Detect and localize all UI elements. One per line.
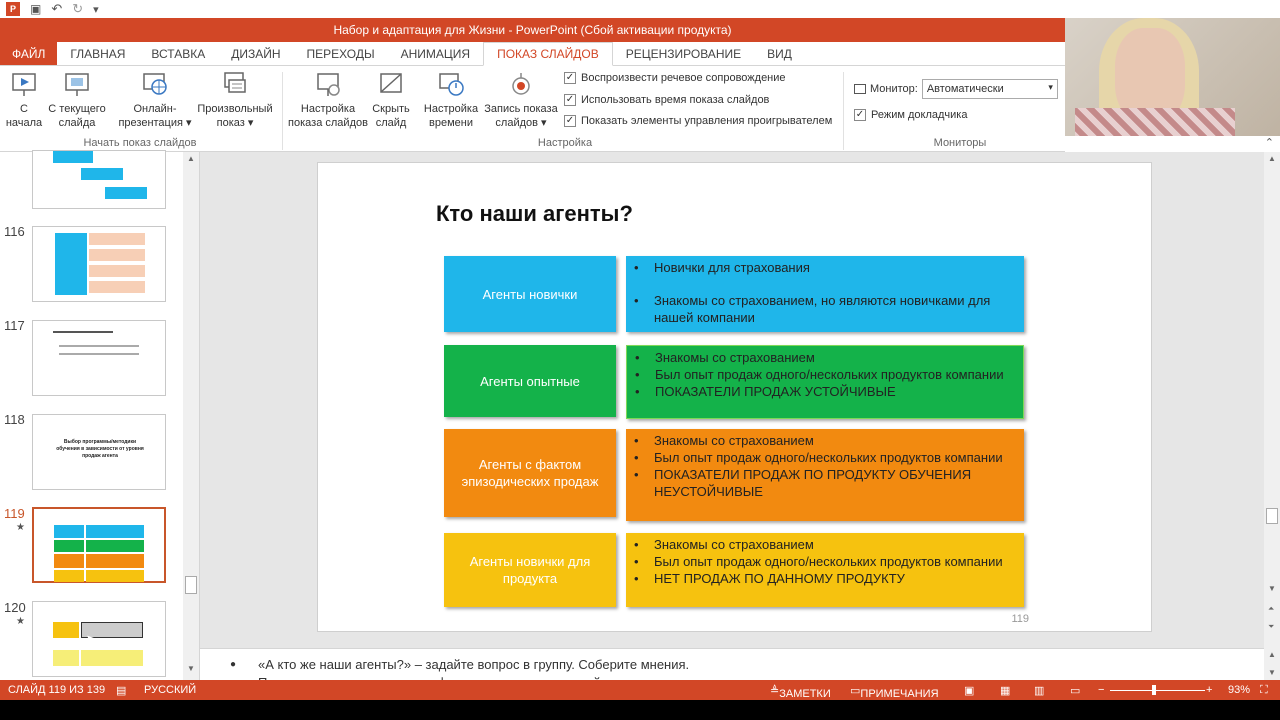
rehearse-timings-button[interactable]: Настройка времени xyxy=(420,70,482,130)
zoom-out-icon[interactable]: − xyxy=(1098,684,1105,696)
scroll-thumb[interactable] xyxy=(185,576,197,594)
agent-label-box[interactable]: Агенты новички xyxy=(444,256,616,332)
bullet-item: • НЕТ ПРОДАЖ ПО ДАННОМУ ПРОДУКТУ xyxy=(654,570,1018,587)
agent-label-box[interactable]: Агенты опытные xyxy=(444,345,616,417)
bullet-icon: ● xyxy=(230,659,237,670)
tab-file[interactable]: ФАЙЛ xyxy=(0,42,57,65)
undo-icon[interactable]: ↶ xyxy=(51,1,63,16)
slide-number: 118 xyxy=(4,412,25,427)
window-title: Набор и адаптация для Жизни - PowerPoint (Сбой активации продукта) xyxy=(333,23,732,37)
agent-label-box[interactable]: Агенты новички для продукта xyxy=(444,533,616,607)
editor-scrollbar[interactable] xyxy=(1264,152,1280,648)
bullet-item: • Знакомы со страхованием xyxy=(654,432,1018,449)
slide-number-footer: 119 xyxy=(1011,613,1029,625)
webcam-overlay xyxy=(1065,18,1280,136)
hide-slide-icon xyxy=(377,70,405,98)
bullet-item: • Был опыт продаж одного/нескольких продуктов компании xyxy=(654,553,1018,570)
custom-show-icon xyxy=(221,70,249,98)
tab-slide-show[interactable]: ПОКАЗ СЛАЙДОВ xyxy=(483,42,613,66)
collapse-ribbon-icon[interactable]: ⌃ xyxy=(1264,137,1274,149)
slide-number: 116 xyxy=(4,224,25,239)
group-label-start: Начать показ слайдов xyxy=(83,137,197,149)
ribbon-tail xyxy=(1065,136,1280,152)
ribbon-tabs xyxy=(0,42,1065,66)
monitor-icon xyxy=(854,84,866,94)
quick-access-toolbar xyxy=(6,0,99,18)
custom-show-button[interactable]: Произвольный показ ▾ xyxy=(194,70,276,130)
customize-qat-icon[interactable]: ▾ xyxy=(93,3,99,16)
zoom-slider[interactable] xyxy=(1110,690,1205,691)
scroll-up-icon[interactable]: ▲ xyxy=(187,154,195,163)
slideshow-view-icon[interactable]: ▭ xyxy=(1070,685,1081,697)
notes-line: «А кто же наши агенты?» – задайте вопрос в группу. Соберите мнения. xyxy=(258,657,690,672)
normal-view-icon[interactable]: ▣ xyxy=(964,685,975,697)
agent-label-box[interactable]: Агенты с фактом эпизодических продаж xyxy=(444,429,616,517)
zoom-slider-handle[interactable] xyxy=(1152,685,1156,695)
notes-pane[interactable] xyxy=(200,648,1264,680)
setup-slideshow-button[interactable]: Настройка показа слайдов xyxy=(286,70,370,130)
animation-star-icon: ★ xyxy=(16,522,25,533)
tab-design[interactable]: ДИЗАЙН xyxy=(231,46,281,61)
slide-thumbnail[interactable]: Выбор программы/методики обучения в зависимости от уровня продаж агента xyxy=(32,414,166,490)
record-slideshow-button[interactable]: Запись показа слайдов ▾ xyxy=(482,70,560,130)
agent-description-box[interactable] xyxy=(626,533,1024,607)
zoom-in-icon[interactable]: + xyxy=(1206,684,1213,696)
scroll-down-icon[interactable]: ▼ xyxy=(187,664,195,673)
next-slide-icon[interactable]: ⏷ xyxy=(1268,622,1275,631)
screen-bottom-border xyxy=(0,700,1280,720)
from-current-slide-button[interactable]: С текущего слайда xyxy=(44,70,110,130)
bullet-item: • ПОКАЗАТЕЛИ ПРОДАЖ УСТОЙЧИВЫЕ xyxy=(655,383,1017,400)
slide-thumbnail[interactable] xyxy=(32,320,166,396)
bullet-item: • ПОКАЗАТЕЛИ ПРОДАЖ ПО ПРОДУКТУ ОБУЧЕНИЯ НЕУСТОЙЧИВЫЕ xyxy=(654,466,1018,500)
notes-toggle[interactable]: ≜ ЗАМЕТКИ xyxy=(770,685,831,700)
thumbnail-scrollbar[interactable] xyxy=(183,152,199,680)
bullet-item: • Знакомы со страхованием, но являются новичками для нашей компании xyxy=(654,292,1018,326)
tab-review[interactable]: РЕЦЕНЗИРОВАНИЕ xyxy=(625,46,742,61)
group-label-setup: Настройка xyxy=(537,137,593,149)
bullet-item: • Новички для страхования xyxy=(654,259,1018,276)
scroll-thumb[interactable] xyxy=(1266,508,1278,524)
show-media-controls-checkbox[interactable]: ✓ Показать элементы управления проигрывателем xyxy=(565,115,833,127)
present-online-button[interactable]: Онлайн- презентация ▾ xyxy=(116,70,194,130)
slide-thumbnail[interactable] xyxy=(32,150,166,209)
slide-title[interactable]: Кто наши агенты? xyxy=(436,201,633,226)
slide-number: 117 xyxy=(4,318,25,333)
group-separator xyxy=(282,72,283,150)
prev-slide-icon[interactable]: ⏶ xyxy=(1268,604,1275,613)
ribbon xyxy=(0,66,1065,152)
scroll-down-icon[interactable]: ▼ xyxy=(1268,668,1276,677)
agent-description-box[interactable] xyxy=(626,429,1024,521)
setup-show-icon xyxy=(314,70,342,98)
bullet-item: • Знакомы со страхованием xyxy=(654,536,1018,553)
reading-view-icon[interactable]: ▥ xyxy=(1034,685,1045,697)
scroll-up-icon[interactable]: ▲ xyxy=(1268,650,1276,659)
slide-thumbnail[interactable] xyxy=(32,226,166,302)
redo-icon[interactable]: ↻ xyxy=(72,1,84,16)
slide-counter: СЛАЙД 119 ИЗ 139 xyxy=(8,684,106,696)
agent-description-box[interactable] xyxy=(626,345,1024,419)
chevron-down-icon: ▾ xyxy=(1048,82,1053,92)
fit-to-window-icon[interactable]: ⛶ xyxy=(1260,684,1268,696)
slideshow-current-icon xyxy=(63,70,91,98)
group-separator xyxy=(843,72,844,150)
slide-sorter-icon[interactable]: ▦ xyxy=(1000,685,1011,697)
tab-insert[interactable]: ВСТАВКА xyxy=(151,46,206,61)
use-timings-checkbox[interactable]: ✓ Использовать время показа слайдов xyxy=(565,94,770,106)
notes-scrollbar[interactable] xyxy=(1264,648,1280,680)
slide-number: 120 xyxy=(4,600,26,615)
presenter-view-checkbox[interactable]: ✓ Режим докладчика xyxy=(855,109,968,121)
top-strip-right xyxy=(1065,0,1280,18)
monitor-row: Монитор: Автоматически ▾ xyxy=(854,79,1058,99)
slide-number: 119 xyxy=(4,506,25,521)
slide-thumbnail[interactable] xyxy=(32,601,166,677)
monitor-select[interactable]: Автоматически ▾ xyxy=(922,79,1058,99)
comments-toggle[interactable]: ▭ ПРИМЕЧАНИЯ xyxy=(850,685,939,700)
save-icon[interactable]: ▣ xyxy=(30,2,42,16)
bullet-item: • Был опыт продаж одного/нескольких продуктов компании xyxy=(654,449,1018,466)
from-beginning-button[interactable]: С начала xyxy=(4,70,44,130)
tab-animations[interactable]: АНИМАЦИЯ xyxy=(400,46,471,61)
slide-canvas[interactable] xyxy=(317,162,1152,632)
scroll-up-icon[interactable]: ▲ xyxy=(1268,154,1276,163)
globe-icon xyxy=(141,70,169,98)
status-bar xyxy=(0,680,1280,700)
zoom-level[interactable]: 93% xyxy=(1228,684,1251,696)
tab-transitions[interactable]: ПЕРЕХОДЫ xyxy=(306,46,375,61)
agent-description-box[interactable] xyxy=(626,256,1024,332)
title-bar xyxy=(0,18,1065,42)
timer-icon xyxy=(437,70,465,98)
slide-thumbnail-selected[interactable] xyxy=(32,507,166,583)
scroll-down-icon[interactable]: ▼ xyxy=(1268,584,1276,593)
group-label-monitors: Мониторы xyxy=(933,137,987,149)
record-icon xyxy=(507,70,535,98)
spellcheck-icon[interactable]: ▤ xyxy=(116,685,127,697)
animation-star-icon: ★ xyxy=(16,616,25,627)
play-narrations-checkbox[interactable]: ✓ Воспроизвести речевое сопровождение xyxy=(565,72,786,84)
tab-home[interactable]: ГЛАВНАЯ xyxy=(70,46,126,61)
bullet-item: • Знакомы со страхованием xyxy=(655,349,1017,366)
language-indicator[interactable]: РУССКИЙ xyxy=(144,684,197,696)
powerpoint-logo-icon: P xyxy=(6,2,20,16)
slide-thumbnail-pane xyxy=(0,152,200,680)
bullet-item: • Был опыт продаж одного/нескольких продуктов компании xyxy=(655,366,1017,383)
hide-slide-button[interactable]: Скрыть слайд xyxy=(370,70,412,130)
tab-view[interactable]: ВИД xyxy=(767,46,792,61)
top-strip xyxy=(0,0,1065,18)
slideshow-start-icon xyxy=(10,70,38,98)
